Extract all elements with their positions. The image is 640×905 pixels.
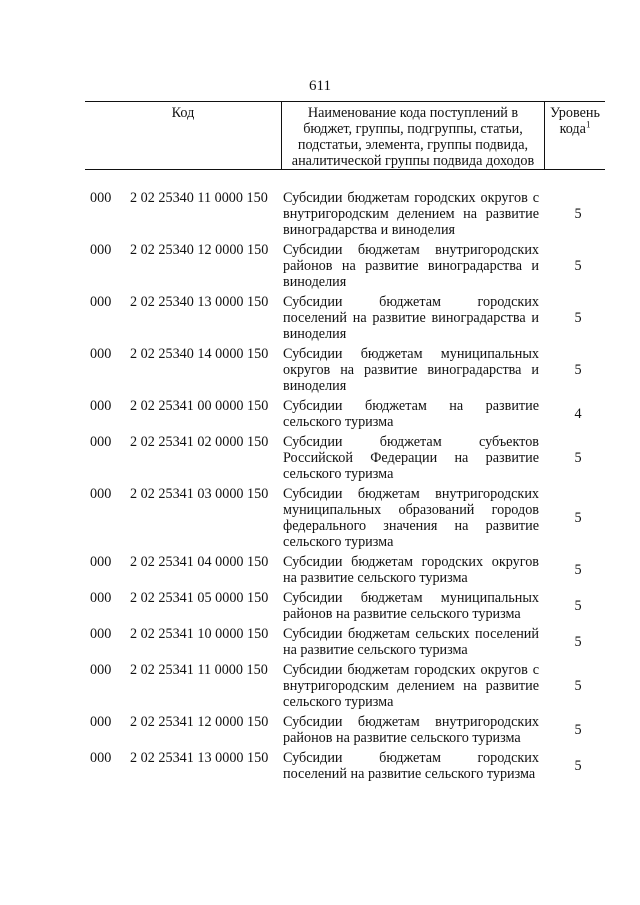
revenue-name: Субсидии бюджетам городских округов с внутригородским делением на развитие виноградарства и виноделия — [283, 190, 539, 238]
level-value: 5 — [574, 758, 582, 774]
revenue-code: 2 02 25340 14 0000 150 — [130, 346, 269, 362]
revenue-name: Субсидии бюджетам сельских поселений на развитие сельского туризма — [283, 626, 539, 658]
revenue-code: 2 02 25341 13 0000 150 — [130, 750, 269, 766]
revenue-name: Субсидии бюджетам субъектов Российской Федерации на развитие сельского туризма — [283, 434, 539, 482]
footnote-marker: 1 — [585, 119, 591, 130]
level-value: 5 — [574, 206, 582, 222]
table-row — [0, 486, 640, 550]
level-value: 5 — [574, 450, 582, 466]
table-row — [0, 434, 640, 482]
admin-code: 000 — [90, 626, 112, 642]
admin-code: 000 — [90, 590, 112, 606]
table-body — [0, 190, 640, 782]
page-number: 611 — [309, 78, 331, 94]
admin-code: 000 — [90, 554, 112, 570]
revenue-name: Субсидии бюджетам городских поселений на развитие сельского туризма — [283, 750, 539, 782]
admin-code: 000 — [90, 294, 112, 310]
level-value: 5 — [574, 678, 582, 694]
revenue-name: Субсидии бюджетам внутригородских районов на развитие виноградарства и виноделия — [283, 242, 539, 290]
admin-code: 000 — [90, 714, 112, 730]
revenue-code: 2 02 25341 00 0000 150 — [130, 398, 269, 414]
level-value: 5 — [574, 634, 582, 650]
revenue-name: Субсидии бюджетам на развитие сельского туризма — [283, 398, 539, 430]
level-value: 5 — [574, 258, 582, 274]
table-row — [0, 714, 640, 746]
admin-code: 000 — [90, 242, 112, 258]
header-name: Наименование кода поступлений в бюджет, группы, подгруппы, статьи, подстатьи, элемента, группы подвида, аналитической группы подвида доходов — [291, 105, 535, 169]
admin-code: 000 — [90, 662, 112, 678]
revenue-code: 2 02 25341 05 0000 150 — [130, 590, 269, 606]
table-row — [0, 554, 640, 586]
table-row — [0, 626, 640, 658]
table-row — [0, 346, 640, 394]
revenue-name: Субсидии бюджетам муниципальных округов на развитие виноградарства и виноделия — [283, 346, 539, 394]
level-value: 5 — [574, 310, 582, 326]
header-level — [545, 105, 605, 137]
revenue-name: Субсидии бюджетам городских округов с внутригородским делением на развитие сельского туризма — [283, 662, 539, 710]
revenue-code: 2 02 25340 12 0000 150 — [130, 242, 269, 258]
table-row — [0, 750, 640, 782]
revenue-code: 2 02 25341 11 0000 150 — [130, 662, 268, 678]
revenue-name: Субсидии бюджетам внутригородских муниципальных образований городов федерального значения на развитие сельского туризма — [283, 486, 539, 550]
admin-code: 000 — [90, 190, 112, 206]
revenue-name: Субсидии бюджетам муниципальных районов на развитие сельского туризма — [283, 590, 539, 622]
admin-code: 000 — [90, 346, 112, 362]
admin-code: 000 — [90, 750, 112, 766]
level-value: 5 — [574, 598, 582, 614]
revenue-code: 2 02 25341 03 0000 150 — [130, 486, 269, 502]
table-row — [0, 242, 640, 290]
header-level-text: Уровень кода — [550, 105, 600, 137]
table-row — [0, 662, 640, 710]
level-value: 4 — [574, 406, 582, 422]
level-value: 5 — [574, 362, 582, 378]
table-header — [85, 101, 605, 170]
revenue-name: Субсидии бюджетам городских поселений на развитие виноградарства и виноделия — [283, 294, 539, 342]
admin-code: 000 — [90, 486, 112, 502]
table-row — [0, 190, 640, 238]
table-row — [0, 294, 640, 342]
level-value: 5 — [574, 722, 582, 738]
revenue-code: 2 02 25341 12 0000 150 — [130, 714, 269, 730]
table-row — [0, 590, 640, 622]
revenue-name: Субсидии бюджетам внутригородских районов на развитие сельского туризма — [283, 714, 539, 746]
admin-code: 000 — [90, 434, 112, 450]
level-value: 5 — [574, 562, 582, 578]
level-value: 5 — [574, 510, 582, 526]
revenue-code: 2 02 25340 13 0000 150 — [130, 294, 269, 310]
revenue-name: Субсидии бюджетам городских округов на развитие сельского туризма — [283, 554, 539, 586]
revenue-code: 2 02 25341 02 0000 150 — [130, 434, 269, 450]
revenue-code: 2 02 25340 11 0000 150 — [130, 190, 268, 206]
table-row — [0, 398, 640, 430]
admin-code: 000 — [90, 398, 112, 414]
revenue-code: 2 02 25341 10 0000 150 — [130, 626, 269, 642]
revenue-code: 2 02 25341 04 0000 150 — [130, 554, 269, 570]
header-code: Код — [171, 105, 195, 121]
